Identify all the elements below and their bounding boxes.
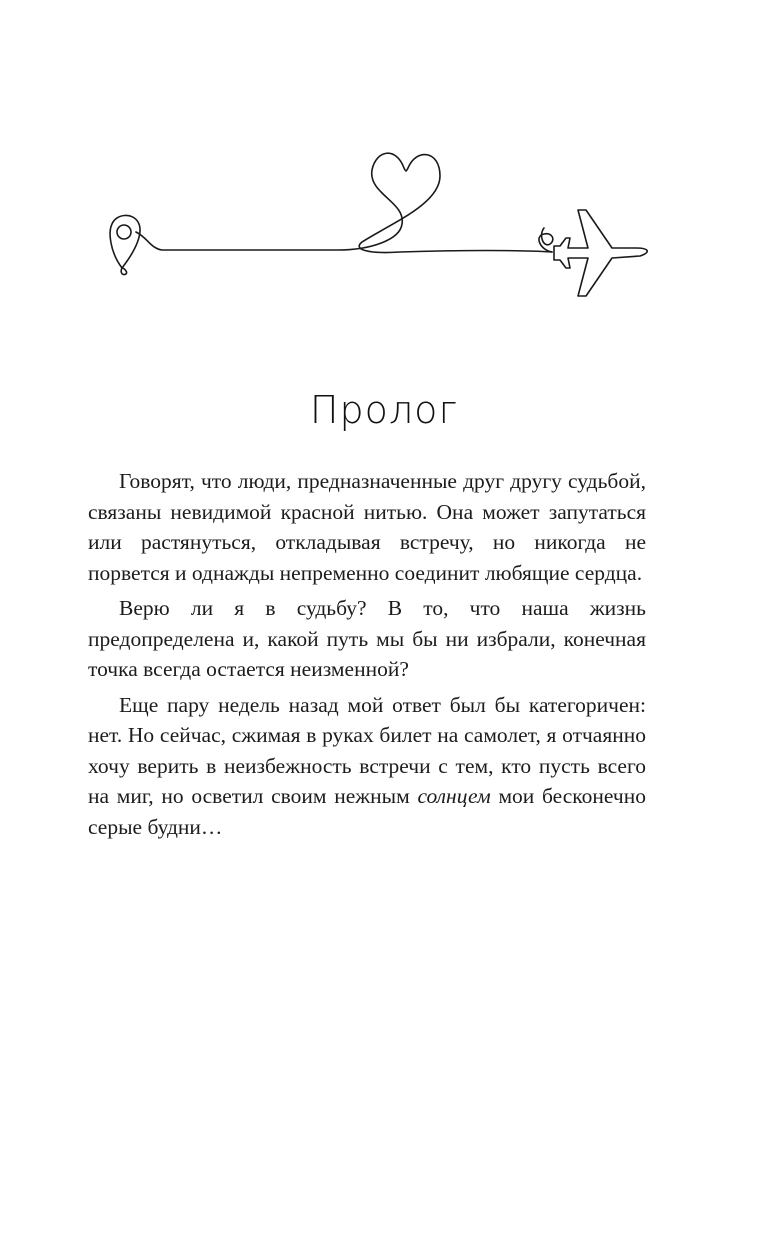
map-pin-icon [110, 215, 140, 274]
paragraph-2: Верю ли я в судьбу? В то, что наша жизнь предопределена и, какой путь мы бы ни избрали, конечная точка всегда остается неизменной? [88, 596, 646, 681]
paragraph-3-after: мои бесконечно серые будни… [88, 784, 646, 839]
chapter-title: Пролог [309, 388, 459, 432]
chapter-text [88, 466, 646, 847]
paragraph-3 [88, 690, 646, 843]
paragraph-3-before: Еще пару недель назад мой ответ был бы категоричен: нет. Но сейчас, сжимая в руках билет на самолет, я отчаянно хочу верить в неизбежность встречи с тем, кто пусть всего на миг, но осветил своим нежным [88, 692, 646, 808]
paragraph-3-italic: солнцем [417, 784, 491, 808]
paragraph-1: Говорят, что люди, предназначенные друг другу судьбой, связаны невидимой красной нитью. Она может запутаться или растянуться, откладывая встречу, но никогда не порвется и однажды непременно соединит любящие сердца. [88, 469, 646, 585]
thread-line [136, 153, 552, 252]
chapter-ornament [100, 140, 660, 310]
thread-loop [539, 228, 553, 252]
airplane-icon [554, 210, 647, 296]
